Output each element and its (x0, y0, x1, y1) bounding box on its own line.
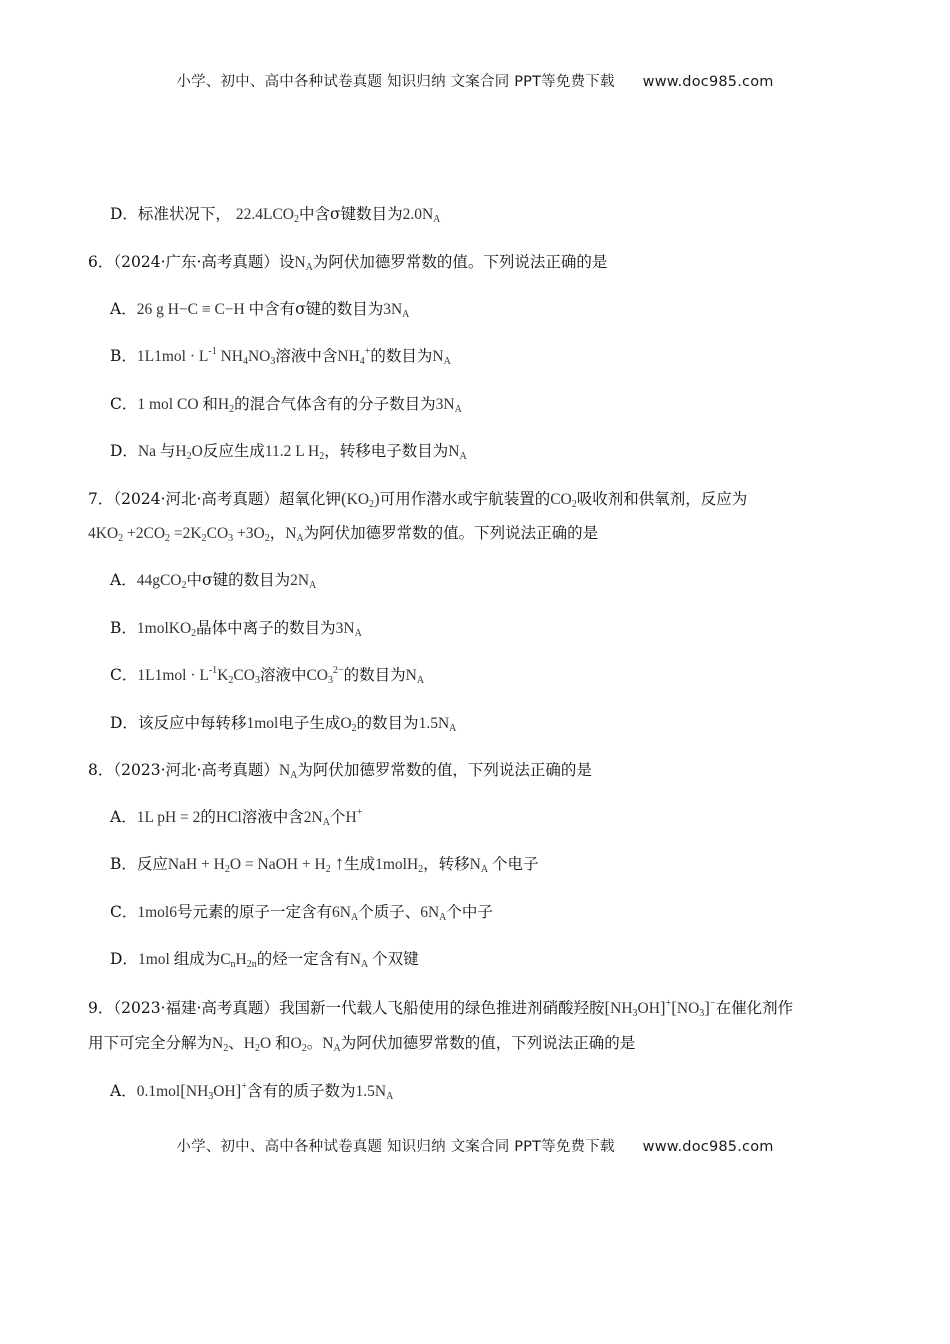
formula: $22.4LCO_2$ (235, 206, 299, 225)
q8-option-c: C．1mol6号元素的原子一定含有$6N_A$个质子、$6N_A$个中子 (110, 903, 493, 923)
question-number: 6． (88, 253, 114, 271)
formula: NaH + $H_2O$ = NaOH + $H_2$ ↑ (167, 853, 345, 875)
question-source: （2023·河北·高考真题） (113, 761, 279, 779)
q6-option-c: C．1 mol CO 和$H_2$的混合气体含有的分子数目为$3N_A$ (110, 395, 462, 415)
formula: HCl (215, 809, 242, 826)
formula: 1mol (137, 951, 174, 968)
formula: 44gCO$_2$ (136, 572, 187, 591)
formula: $1.5N_A$ (418, 715, 457, 734)
formula: $6N_A$ (420, 904, 447, 923)
formula: $N_A$ (405, 667, 425, 686)
q8-option-a: A．1L pH = 2的HCl溶液中含$2N_A$个H+ (110, 807, 363, 828)
formula: $N_A$ (294, 254, 313, 273)
formula: $NH_4^+$ (337, 346, 371, 367)
q9-option-a: A．$0.1mol[NH_3OH]^+$含有的质子数为$1.5N_A$ (110, 1081, 394, 1102)
formula: $C_nH_{2n}$ (220, 951, 257, 970)
q7-option-c: C．$1L1mol \cdot L^{-1}K_2CO_3$溶液中$CO_3^{2-}$的数目为$N_A$ (110, 665, 425, 686)
formula: $N_A$ (432, 348, 451, 367)
formula: $N_A$ (469, 856, 489, 875)
formula: $O_2$ (290, 1035, 307, 1054)
header-text: 小学、初中、高中各种试卷真题 知识归纳 文案合同 PPT等免费下载 (176, 74, 615, 90)
formula: $N_A$ (285, 525, 304, 544)
formula: 26 g H−C ≡ C−H (136, 301, 249, 318)
formula: H+ (345, 807, 363, 826)
formula: 1mol6 (137, 904, 177, 921)
formula: $N_A$ (322, 1035, 341, 1054)
formula: $3N_A$ (335, 620, 362, 639)
formula: Na (137, 443, 160, 460)
question-source: （2024·河北·高考真题） (113, 490, 279, 508)
formula: $N_A$ (278, 762, 298, 781)
footer-text: 小学、初中、高中各种试卷真题 知识归纳 文案合同 PPT等免费下载 (176, 1139, 615, 1155)
q6-option-b: B．$1L1mol \cdot L^{-1}$ $NH_4NO_3$溶液中含$NH_4^+$的数目为$N_A$ (110, 346, 451, 367)
q8-stem: 8．（2023·河北·高考真题）$N_A$为阿伏加德罗常数的值，下列说法正确的是 (88, 761, 592, 781)
formula: $2N_A$ (290, 572, 317, 591)
formula: $3N_A$ (435, 396, 462, 415)
q7-option-a: A．44gCO$_2$中σ键的数目为$2N_A$ (110, 571, 317, 591)
q6-stem: 6．（2024·广东·高考真题）设$N_A$为阿伏加德罗常数的值。下列说法正确的是 (88, 253, 608, 273)
formula: $H_2O$ (243, 1035, 276, 1054)
header-url[interactable]: www.doc985.com (642, 74, 774, 90)
q7-stem-line2: $4KO_2 +2CO_2 =2K_2CO_3 +3O_2$，$N_A$为阿伏加德罗常数的值。下列说法正确的是 (88, 524, 599, 544)
q5-option-d: D．标准状况下， $22.4LCO_2$中含σ键数目为$2.0N_A$ (110, 205, 441, 225)
formula: $2.0N_A$ (402, 206, 441, 225)
formula: $6N_A$ (332, 904, 359, 923)
formula: 1L pH = 2 (136, 809, 201, 826)
option-label: D．标准状况下， (110, 205, 231, 223)
formula: $4KO_2 +2CO_2 =2K_2CO_3 +3O_2$ (88, 525, 270, 544)
formula: 1mol (246, 715, 279, 732)
q9-stem-line1: 9．（2023·福建·高考真题）我国新一代载人飞船使用的绿色推进剂硝酸羟胺$[NH_3OH]^+[NO_3]^-$在催化剂作 (88, 998, 794, 1019)
formula: $CO_3^{2-}$ (306, 665, 344, 686)
formula: $2N_A$ (303, 809, 330, 828)
formula: 1 mol CO (137, 396, 203, 413)
formula: $H_2O$ (175, 443, 203, 462)
formula: $O_2$ (340, 715, 357, 734)
q7-stem-line1: 7．（2024·河北·高考真题）超氧化钾$(KO_2)$可用作潜水或宇航装置的$CO_2$吸收剂和供氧剂，反应为 (88, 489, 748, 510)
formula: $CO_2$ (550, 491, 577, 510)
q8-option-b: B．反应NaH + $H_2O$ = NaOH + $H_2$ ↑生成1molH$_2$，转移$N_A$ 个电子 (110, 853, 539, 875)
question-number: 8． (88, 761, 114, 779)
q9-stem-line2: 用下可完全分解为$N_2$、$H_2O$ 和$O_2$。$N_A$为阿伏加德罗常数的值，下列说法正确的是 (88, 1034, 636, 1054)
formula: $0.1mol[NH_3OH]^+$ (136, 1081, 247, 1102)
q7-option-b: B．1molKO$_2$晶体中离子的数目为$3N_A$ (110, 619, 362, 639)
formula: $[NH_3OH]^+[NO_3]^-$ (604, 998, 716, 1019)
formula: 1molKO$_2$ (136, 620, 197, 639)
question-number: 9． (88, 999, 114, 1017)
formula: $1L1mol \cdot L^{-1}K_2CO_3$ (137, 665, 260, 686)
page-header (0, 70, 950, 91)
q6-option-d: D．Na 与$H_2O$反应生成11.2 L $H_2$，转移电子数目为$N_A$ (110, 442, 467, 462)
formula: $H_2$ (217, 396, 235, 415)
formula: $(KO_2)$ (340, 489, 380, 510)
formula: $1L1mol \cdot L^{-1}$ $NH_4NO_3$ (136, 346, 276, 367)
formula: $1.5N_A$ (355, 1083, 394, 1102)
question-number: 7． (88, 490, 114, 508)
q8-option-d: D．1mol 组成为$C_nH_{2n}$的烃一定含有$N_A$ 个双键 (110, 950, 419, 970)
formula: $N_A$ (448, 443, 467, 462)
question-source: （2023·福建·高考真题） (113, 999, 279, 1017)
formula: $N_2$ (212, 1035, 229, 1054)
q6-option-a: A．26 g H−C ≡ C−H 中含有σ键的数目为$3N_A$ (110, 300, 410, 320)
formula: $N_A$ (349, 951, 369, 970)
formula: 11.2 L $H_2$ (264, 443, 325, 462)
formula: 1molH$_2$ (375, 856, 424, 875)
formula: $3N_A$ (383, 301, 410, 320)
footer-url[interactable]: www.doc985.com (642, 1139, 774, 1155)
q7-option-d: D．该反应中每转移1mol电子生成$O_2$的数目为$1.5N_A$ (110, 714, 457, 734)
question-source: （2024·广东·高考真题） (113, 253, 279, 271)
page-footer (0, 1135, 950, 1156)
